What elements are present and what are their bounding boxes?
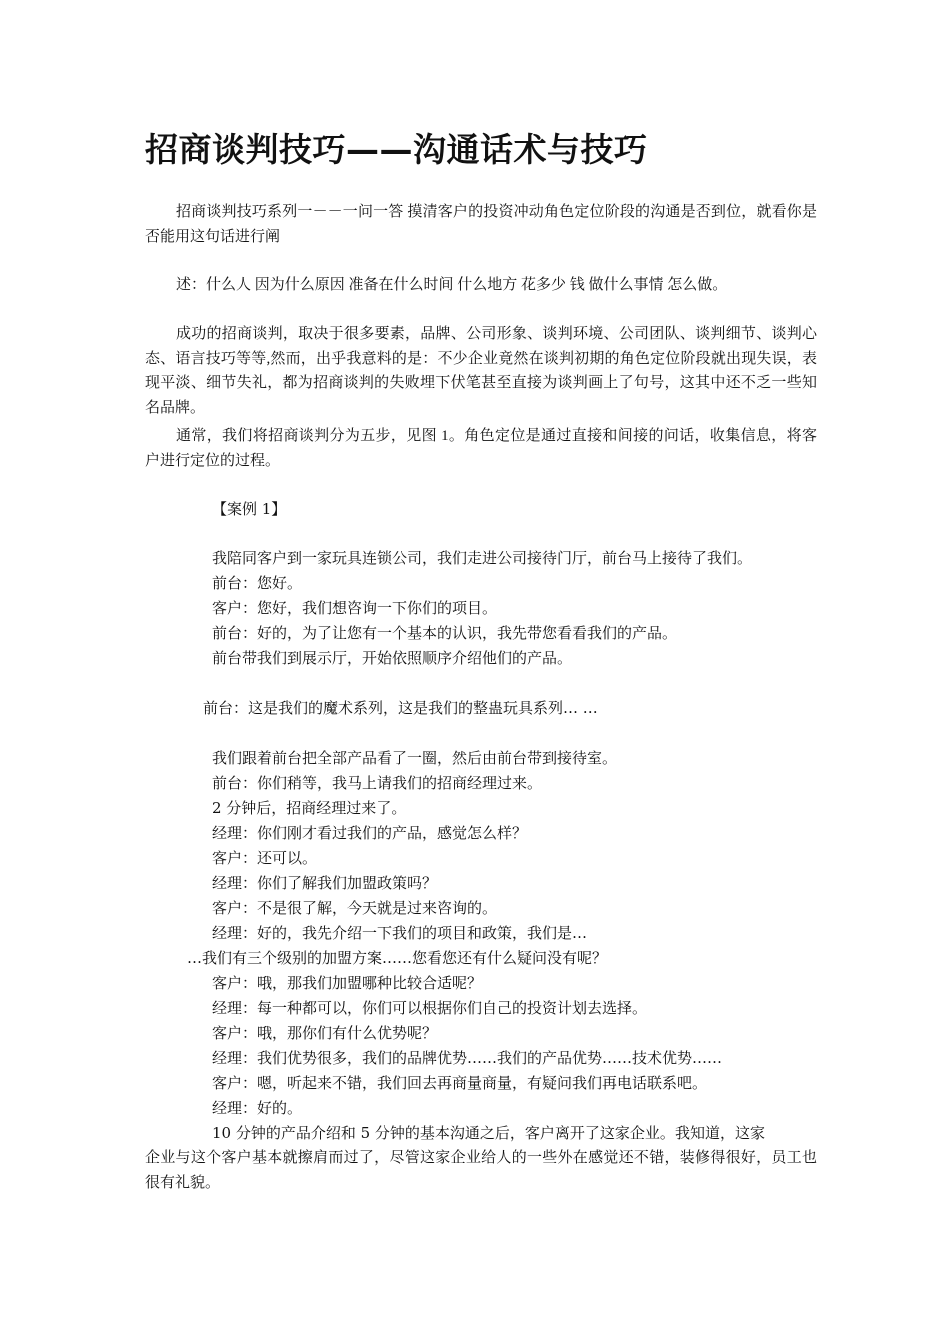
dialog-line: 客户：嗯，听起来不错，我们回去再商量商量，有疑问我们再电话联系吧。 (212, 1074, 708, 1092)
dialog-line: 客户：哦，那我们加盟哪种比较合适呢？ (212, 974, 483, 992)
dialog-line: 经理：每一种都可以，你们可以根据你们自己的投资计划去选择。 (212, 999, 648, 1017)
dialog-line-showroom: 前台：这是我们的魔术系列，这是我们的整蛊玩具系列… … (203, 699, 598, 717)
dialog-line: 我陪同客户到一家玩具连锁公司，我们走进公司接待门厅，前台马上接待了我们。 (212, 549, 753, 567)
dialog-line: 前台带我们到展示厅，开始依照顺序介绍他们的产品。 (212, 649, 573, 667)
dialog-line: 前台：你们稍等，我马上请我们的招商经理过来。 (212, 774, 543, 792)
dialog-line: 客户：不是很了解，今天就是过来咨询的。 (212, 899, 498, 917)
dialog-line: 前台：好的，为了让您有一个基本的认识，我先带您看看我们的产品。 (212, 624, 678, 642)
closing-paragraph-rest: 企业与这个客户基本就擦肩而过了，尽管这家企业给人的一些外在感觉还不错，装修得很好，员工也很有礼貌。 (145, 1150, 817, 1191)
body-paragraph-1: 成功的招商谈判，取决于很多要素，品牌、公司形象、谈判环境、公司团队、谈判细节、谈判心态、语言技巧等等,然而，出乎我意料的是：不少企业竟然在谈判初期的角色定位阶段就出现失误，表现平淡、细节失礼，都为招商谈判的失败埋下伏笔甚至直接为谈判画上了句号，这其中还不乏一些知名品牌。 (145, 326, 817, 416)
dialog-line: 经理：我们优势很多，我们的品牌优势……我们的产品优势……技术优势…… (212, 1049, 723, 1067)
dialog-line: 经理：你们刚才看过我们的产品，感觉怎么样？ (212, 824, 528, 842)
body-paragraph-2: 通常，我们将招商谈判分为五步，见图 1。角色定位是通过直接和间接的问话，收集信息，将客户进行定位的过程。 (145, 428, 817, 469)
case-label: 【案例 1】 (212, 500, 287, 518)
closing-paragraph-first-line: 10 分钟的产品介绍和 5 分钟的基本沟通之后，客户离开了这家企业。我知道，这家 (212, 1124, 765, 1142)
dialog-line: 经理：好的，我先介绍一下我们的项目和政策，我们是… (212, 924, 588, 942)
dialog-line: 前台：您好。 (212, 574, 303, 592)
dialog-line: 2 分钟后，招商经理过来了。 (212, 799, 407, 817)
dialog-line: 我们跟着前台把全部产品看了一圈，然后由前台带到接待室。 (212, 749, 618, 767)
dialog-line: 客户：还可以。 (212, 849, 318, 867)
dialog-line: 经理：你们了解我们加盟政策吗？ (212, 874, 438, 892)
dialog-line: 客户：哦，那你们有什么优势呢？ (212, 1024, 438, 1042)
dialog-line: 客户：您好，我们想咨询一下你们的项目。 (212, 599, 498, 617)
intro-paragraph: 招商谈判技巧系列一－－一问一答 摸清客户的投资冲动角色定位阶段的沟通是否到位，就看你是否能用这句话进行阐 (145, 204, 817, 245)
intro-paragraph-continued: 述：什么人 因为什么原因 准备在什么时间 什么地方 花多少 钱 做什么事情 怎么做。 (176, 277, 728, 293)
document-title: 招商谈判技巧——沟通话术与技巧 (145, 130, 648, 169)
dialog-line: 经理：好的。 (212, 1099, 303, 1117)
dialog-line-continued: …我们有三个级别的加盟方案……您看您还有什么疑问没有呢？ (187, 949, 608, 967)
